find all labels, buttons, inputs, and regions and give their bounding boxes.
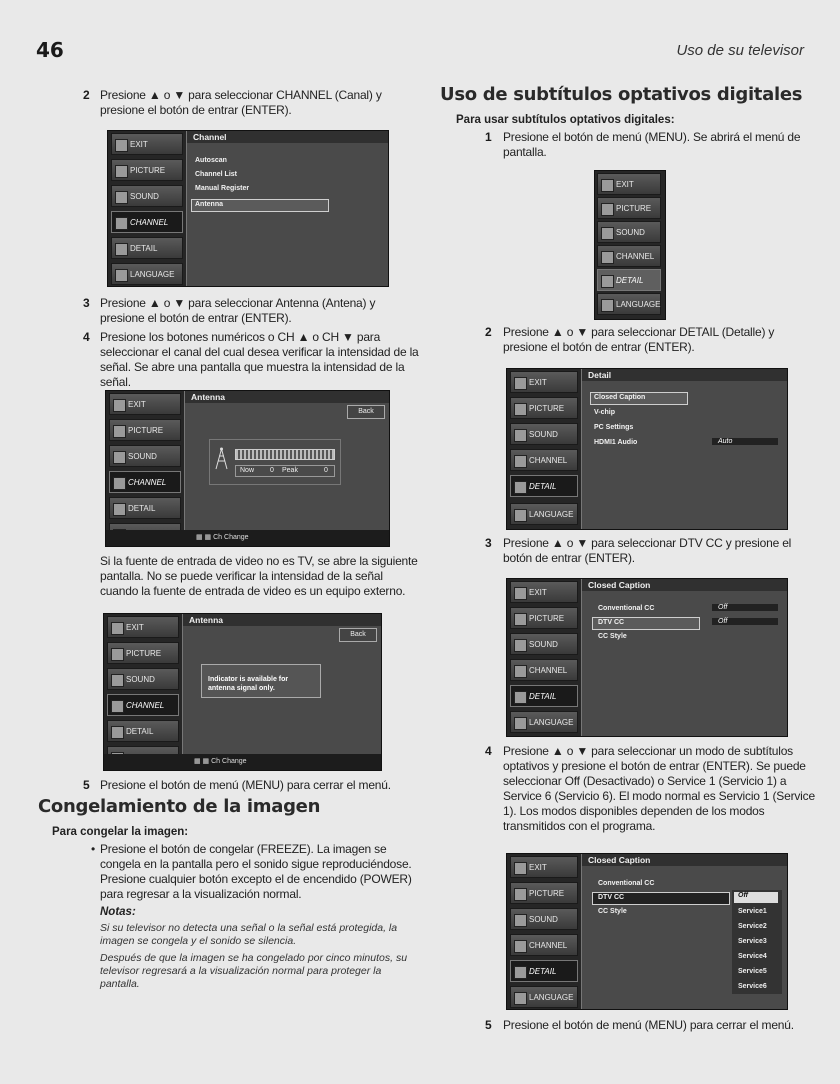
left-step2-text: Presione ▲ o ▼ para seleccionar CHANNEL (Canal) y presione el botón de entrar (ENTER). bbox=[100, 88, 382, 117]
option-item: Service6 bbox=[738, 983, 767, 990]
panel-title: Antenna bbox=[191, 392, 225, 402]
channel-icon bbox=[111, 700, 124, 713]
menu-detail bbox=[597, 269, 661, 291]
side-menu bbox=[507, 369, 581, 529]
peak-label: Peak bbox=[282, 467, 298, 474]
step-number: 2 bbox=[485, 325, 492, 339]
channel-icon bbox=[601, 251, 614, 264]
menu-detail bbox=[510, 685, 578, 707]
channel-icon bbox=[115, 217, 128, 230]
menu-sound bbox=[597, 221, 661, 243]
menu-item: CC Style bbox=[598, 908, 627, 915]
right-step3-text: Presione ▲ o ▼ para seleccionar DTV CC y presione el botón de entrar (ENTER). bbox=[503, 536, 792, 565]
menu-label: EXIT bbox=[130, 140, 148, 149]
picture-icon bbox=[601, 203, 614, 216]
picture-icon bbox=[115, 165, 128, 178]
conventional-cc-value: Off bbox=[712, 604, 778, 611]
menu-channel bbox=[111, 211, 183, 233]
side-menu bbox=[106, 391, 184, 546]
step-number: 1 bbox=[485, 130, 492, 144]
menu-panel bbox=[186, 131, 388, 286]
menu-item: HDMI1 Audio bbox=[594, 439, 638, 446]
ch-change-label: Ch Change bbox=[213, 534, 249, 541]
tv-screen-antenna-message bbox=[103, 613, 382, 771]
menu-panel bbox=[581, 579, 787, 736]
left-step5-text: Presione el botón de menú (MENU) para cerrar el menú. bbox=[100, 778, 391, 792]
language-icon bbox=[514, 509, 527, 522]
menu-exit bbox=[111, 133, 183, 155]
menu-item: Autoscan bbox=[195, 157, 227, 164]
panel-title: Closed Caption bbox=[588, 855, 651, 865]
menu-label: SOUND bbox=[616, 228, 645, 237]
audio-value: Auto bbox=[712, 438, 778, 445]
menu-label: CHANNEL bbox=[130, 218, 169, 227]
menu-exit bbox=[597, 173, 661, 195]
step-number: 2 bbox=[83, 88, 90, 102]
panel-title: Channel bbox=[193, 132, 227, 142]
detail-icon bbox=[113, 503, 126, 516]
menu-label: DETAIL bbox=[529, 692, 557, 701]
menu-item-selected: Closed Caption bbox=[594, 394, 646, 401]
tv-screen-detail bbox=[506, 368, 788, 530]
menu-label: LANGUAGE bbox=[616, 300, 661, 309]
peak-value: 0 bbox=[324, 467, 328, 474]
menu-label: SOUND bbox=[128, 452, 157, 461]
exit-icon bbox=[111, 622, 124, 635]
sound-icon bbox=[514, 639, 527, 652]
channel-icon bbox=[514, 665, 527, 678]
menu-label: PICTURE bbox=[616, 204, 652, 213]
side-menu bbox=[108, 131, 186, 286]
option-item: Service1 bbox=[738, 908, 767, 915]
menu-label: LANGUAGE bbox=[529, 993, 574, 1002]
step-number: 4 bbox=[485, 744, 492, 758]
sound-icon bbox=[113, 451, 126, 464]
language-icon bbox=[514, 717, 527, 730]
menu-picture bbox=[111, 159, 183, 181]
dtv-cc-value: Off bbox=[712, 618, 778, 625]
menu-language bbox=[510, 711, 578, 733]
menu-picture bbox=[597, 197, 661, 219]
menu-label: EXIT bbox=[529, 378, 547, 387]
menu-label: DETAIL bbox=[126, 727, 154, 736]
menu-detail bbox=[107, 720, 179, 742]
detail-icon bbox=[514, 481, 527, 494]
right-step5-text: Presione el botón de menú (MENU) para cerrar el menú. bbox=[503, 1018, 794, 1032]
menu-label: CHANNEL bbox=[126, 701, 165, 710]
exit-icon bbox=[514, 587, 527, 600]
menu-label: DETAIL bbox=[130, 244, 158, 253]
menu-panel bbox=[581, 369, 787, 529]
menu-label: SOUND bbox=[130, 192, 159, 201]
notes-label: Notas: bbox=[100, 906, 136, 918]
exit-icon bbox=[113, 399, 126, 412]
language-icon bbox=[601, 299, 614, 312]
left-step4-text: Presione los botones numéricos o CH ▲ o CH ▼ para seleccionar el canal del cual desea verificar la intensidad de la señal. Se abre una pantalla que muestra la intensidad de la señal. bbox=[100, 330, 419, 389]
side-menu bbox=[507, 579, 581, 736]
menu-label: SOUND bbox=[529, 430, 558, 439]
menu-detail bbox=[510, 960, 578, 982]
menu-language bbox=[510, 503, 578, 525]
menu-label: PICTURE bbox=[130, 166, 166, 175]
cc-section-title: Uso de subtítulos optativos digitales bbox=[440, 84, 803, 105]
now-label: Now bbox=[240, 467, 255, 474]
indicator-message: Indicator is available for antenna signal only. bbox=[201, 664, 321, 698]
menu-picture bbox=[109, 419, 181, 441]
right-step1-text: Presione el botón de menú (MENU). Se abrirá el menú de pantalla. bbox=[503, 130, 801, 159]
menu-label: DETAIL bbox=[529, 482, 557, 491]
page-number: 46 bbox=[36, 38, 64, 62]
options-list bbox=[732, 890, 782, 994]
menu-label: EXIT bbox=[616, 180, 634, 189]
menu-label: CHANNEL bbox=[128, 478, 167, 487]
menu-item: PC Settings bbox=[594, 424, 634, 431]
detail-icon bbox=[514, 966, 527, 979]
menu-label: PICTURE bbox=[529, 404, 565, 413]
menu-label: SOUND bbox=[126, 675, 155, 684]
running-header: Uso de su televisor bbox=[676, 42, 804, 59]
exit-icon bbox=[601, 179, 614, 192]
footer-bar bbox=[106, 530, 389, 546]
menu-label: PICTURE bbox=[529, 614, 565, 623]
menu-detail bbox=[111, 237, 183, 259]
right-step2-text: Presione ▲ o ▼ para seleccionar DETAIL (Detalle) y presione el botón de entrar (ENTER). bbox=[503, 325, 775, 354]
menu-item: Conventional CC bbox=[598, 880, 655, 887]
menu-label: DETAIL bbox=[128, 504, 156, 513]
menu-channel bbox=[107, 694, 179, 716]
back-button: Back bbox=[347, 405, 385, 419]
panel-title: Antenna bbox=[189, 615, 223, 625]
menu-exit bbox=[107, 616, 179, 638]
exit-icon bbox=[115, 139, 128, 152]
detail-icon bbox=[115, 243, 128, 256]
exit-icon bbox=[514, 377, 527, 390]
picture-icon bbox=[111, 648, 124, 661]
sound-icon bbox=[601, 227, 614, 240]
channel-icon bbox=[514, 455, 527, 468]
menu-sound bbox=[510, 908, 578, 930]
menu-item-selected: DTV CC bbox=[598, 894, 625, 901]
grid-icon: ▦ ▦ bbox=[194, 758, 212, 765]
menu-sound bbox=[111, 185, 183, 207]
option-item: Service3 bbox=[738, 938, 767, 945]
sound-icon bbox=[514, 914, 527, 927]
menu-picture bbox=[510, 397, 578, 419]
sound-icon bbox=[514, 429, 527, 442]
menu-label: LANGUAGE bbox=[529, 510, 574, 519]
freeze-subtitle: Para congelar la imagen: bbox=[52, 826, 189, 838]
option-item: Service5 bbox=[738, 968, 767, 975]
channel-icon bbox=[514, 940, 527, 953]
detail-icon bbox=[111, 726, 124, 739]
language-icon bbox=[115, 269, 128, 282]
sound-icon bbox=[115, 191, 128, 204]
menu-language bbox=[111, 263, 183, 285]
left-step3-text: Presione ▲ o ▼ para seleccionar Antenna (Antena) y presione el botón de entrar (ENTER). bbox=[100, 296, 376, 325]
option-selected: Off bbox=[734, 892, 778, 903]
menu-sound bbox=[107, 668, 179, 690]
channel-icon bbox=[113, 477, 126, 490]
menu-detail bbox=[510, 475, 578, 497]
menu-item: Conventional CC bbox=[598, 605, 655, 612]
menu-item: Channel List bbox=[195, 171, 238, 178]
menu-item-selected: Antenna bbox=[195, 201, 223, 208]
menu-label: LANGUAGE bbox=[130, 270, 175, 279]
picture-icon bbox=[514, 403, 527, 416]
menu-exit bbox=[510, 856, 578, 878]
note-2: Después de que la imagen se ha congelado por cinco minutos, su televisor regresará a la visualización normal para proteger la pantalla. bbox=[100, 952, 408, 990]
signal-box bbox=[209, 439, 341, 485]
menu-panel bbox=[184, 391, 389, 546]
side-menu bbox=[507, 854, 581, 1009]
panel-title: Closed Caption bbox=[588, 580, 651, 590]
footer-bar bbox=[104, 754, 381, 770]
option-item: Service2 bbox=[738, 923, 767, 930]
menu-label: CHANNEL bbox=[529, 941, 568, 950]
detail-icon bbox=[514, 691, 527, 704]
picture-icon bbox=[514, 888, 527, 901]
tv-screen-closed-caption bbox=[506, 578, 788, 737]
tv-screen-dtv-cc-options bbox=[506, 853, 788, 1010]
menu-channel bbox=[510, 449, 578, 471]
tv-screen-antenna bbox=[105, 390, 390, 547]
menu-label: CHANNEL bbox=[529, 666, 568, 675]
sound-icon bbox=[111, 674, 124, 687]
menu-panel bbox=[581, 854, 787, 1009]
exit-icon bbox=[514, 862, 527, 875]
side-menu bbox=[104, 614, 182, 770]
menu-label: EXIT bbox=[128, 400, 146, 409]
menu-channel bbox=[510, 659, 578, 681]
menu-label: CHANNEL bbox=[616, 252, 655, 261]
step-number: 4 bbox=[83, 330, 90, 344]
menu-sound bbox=[510, 423, 578, 445]
right-step4-text: Presione ▲ o ▼ para seleccionar un modo de subtítulos optativos y presione el botón de entrar (ENTER). Se puede seleccionar Off (Desactivado) o Service 1 (Servicio 1) a Service 6 (Servicio 6). El modo normal es Servicio 1 (Service 1). Los modos disponibles dependen de los modos transmitidos con el programa. bbox=[503, 744, 815, 833]
panel-title-bar bbox=[582, 369, 787, 381]
menu-label: PICTURE bbox=[126, 649, 162, 658]
menu-label: EXIT bbox=[529, 863, 547, 872]
bullet-dot: • bbox=[91, 842, 96, 856]
menu-label: DETAIL bbox=[616, 276, 644, 285]
video-note-text: Si la fuente de entrada de video no es TV, se abre la siguiente pantalla. No se puede verificar la intensidad de la señal cuando la fuente de entrada de video es un equipo externo. bbox=[100, 554, 418, 598]
menu-label: SOUND bbox=[529, 640, 558, 649]
menu-label: LANGUAGE bbox=[529, 718, 574, 727]
menu-panel bbox=[182, 614, 381, 770]
menu-picture bbox=[510, 607, 578, 629]
language-icon bbox=[514, 992, 527, 1005]
menu-label: EXIT bbox=[529, 588, 547, 597]
menu-label: CHANNEL bbox=[529, 456, 568, 465]
ch-change-label: Ch Change bbox=[211, 758, 247, 765]
step-number: 3 bbox=[83, 296, 90, 310]
detail-icon bbox=[601, 275, 614, 288]
grid-icon: ▦ ▦ bbox=[196, 534, 214, 541]
menu-sound bbox=[109, 445, 181, 467]
menu-label: PICTURE bbox=[529, 889, 565, 898]
menu-label: DETAIL bbox=[529, 967, 557, 976]
option-item: Service4 bbox=[738, 953, 767, 960]
panel-title: Detail bbox=[588, 370, 612, 380]
back-button: Back bbox=[339, 628, 377, 642]
note-1: Si su televisor no detecta una señal o la señal está protegida, la imagen se congela y el sonido se silencia. bbox=[100, 922, 398, 947]
menu-language bbox=[597, 293, 661, 315]
cc-subtitle: Para usar subtítulos optativos digitales: bbox=[456, 114, 675, 126]
menu-channel bbox=[109, 471, 181, 493]
menu-item: V-chip bbox=[594, 409, 616, 416]
tv-screen-channel bbox=[107, 130, 389, 287]
now-value: 0 bbox=[270, 467, 274, 474]
menu-label: SOUND bbox=[529, 915, 558, 924]
menu-exit bbox=[510, 371, 578, 393]
menu-item: Manual Register bbox=[195, 185, 250, 192]
menu-label: EXIT bbox=[126, 623, 144, 632]
step-number: 3 bbox=[485, 536, 492, 550]
menu-channel bbox=[510, 934, 578, 956]
menu-item-selected: DTV CC bbox=[598, 619, 625, 626]
freeze-bullet-text: Presione el botón de congelar (FREEZE). La imagen se congela en la pantalla pero el sonido sigue reproduciéndose. Presione cualquier botón excepto el de encendido (POWER) para regresar a la visualización normal. bbox=[100, 842, 412, 901]
menu-item: CC Style bbox=[598, 633, 627, 640]
menu-picture bbox=[107, 642, 179, 664]
menu-label: PICTURE bbox=[128, 426, 164, 435]
menu-exit bbox=[510, 581, 578, 603]
menu-language bbox=[510, 986, 578, 1008]
step-number: 5 bbox=[83, 778, 90, 792]
menu-channel bbox=[597, 245, 661, 267]
menu-picture bbox=[510, 882, 578, 904]
menu-exit bbox=[109, 393, 181, 415]
freeze-section-title: Congelamiento de la imagen bbox=[38, 796, 321, 817]
tv-screen-main-menu bbox=[594, 170, 666, 320]
picture-icon bbox=[514, 613, 527, 626]
menu-sound bbox=[510, 633, 578, 655]
picture-icon bbox=[113, 425, 126, 438]
step-number: 5 bbox=[485, 1018, 492, 1032]
menu-detail bbox=[109, 497, 181, 519]
